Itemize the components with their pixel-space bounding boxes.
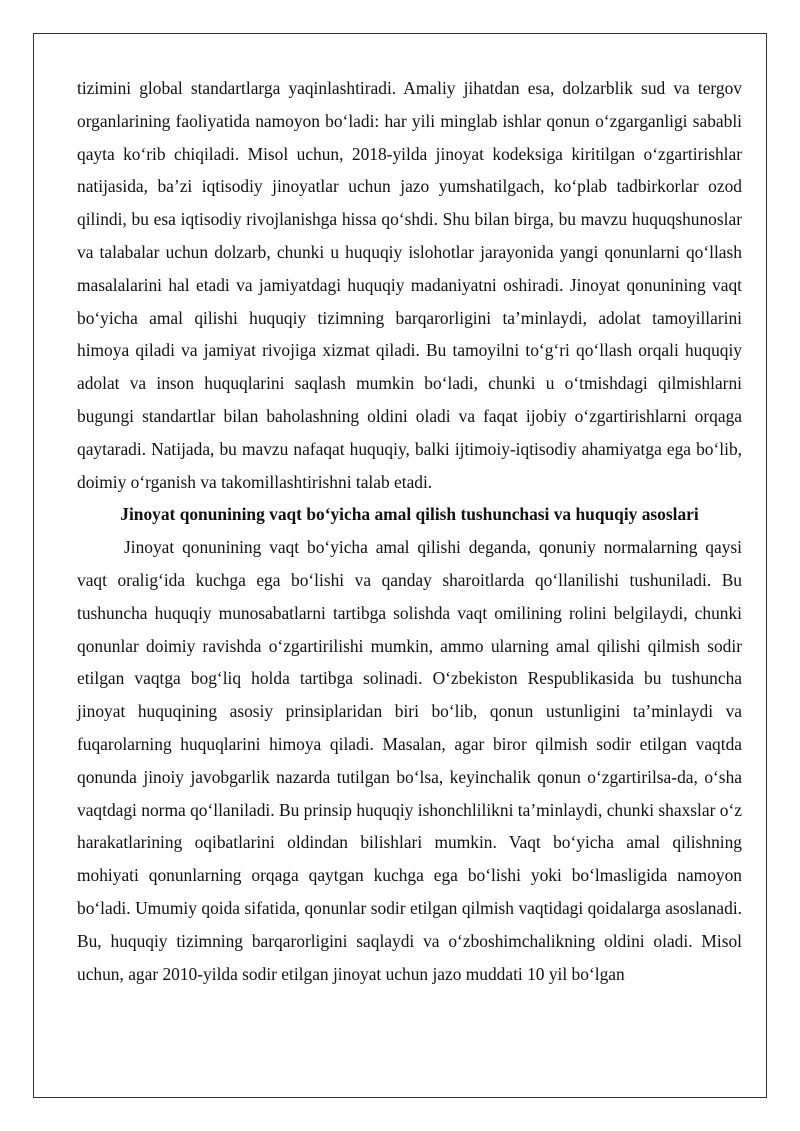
paragraph-intro-continuation: tizimini global standartlarga yaqinlashtiradi. Amaliy jihatdan esa, dolzarblik sud va tergov organlarining faoliyatida namoyon bo‘ladi: har yili minglab ishlar qonun o‘zgarganligi sababli qayta ko‘rib chiqiladi. Misol uchun, 2018-yilda jinoyat kodeksiga kiritilgan o‘zgartirishlar natijasida, ba’zi iqtisodiy jinoyatlar uchun jazo yumshatilgach, ko‘plab tadbirkorlar ozod qilindi, bu esa iqtisodiy rivojlanishga hissa qo‘shdi. Shu bilan birga, bu mavzu huquqshunoslar va talabalar uchun dolzarb, chunki u huquqiy islohotlar jarayonida yangi qonunlarni qo‘llash masalalarini hal etadi va jamiyatdagi huquqiy madaniyatni oshiradi. Jinoyat qonunining vaqt bo‘yicha amal qilishi huquqiy tizimning barqarorligini ta’minlaydi, adolat tamoyillarini himoya qiladi va jamiyat rivojiga xizmat qiladi. Bu tamoyilni to‘g‘ri qo‘llash orqali huquqiy adolat va inson huquqlarini saqlash mumkin bo‘ladi, chunki u o‘tmishdagi qilmishlarni bugungi standartlar bilan baholashning oldini oladi va faqat ijobiy o‘zgartirishlarni orqaga qaytaradi. Natijada, bu mavzu nafaqat huquqiy, balki ijtimoiy-iqtisodiy ahamiyatga ega bo‘lib, doimiy o‘rganish va takomillashtirishni talab etadi. <box>77 78 742 492</box>
section-heading: Jinoyat qonunining vaqt bo‘yicha amal qilish tushunchasi va huquqiy asoslari <box>120 504 699 525</box>
document-body <box>77 72 742 990</box>
paragraph-definition: Jinoyat qonunining vaqt bo‘yicha amal qilishi deganda, qonuniy normalarning qaysi vaqt oralig‘ida kuchga ega bo‘lishi va qanday sharoitlarda qo‘llanilishi tushuniladi. Bu tushuncha huquqiy munosabatlarni tartibga solishda vaqt omilining rolini belgilaydi, chunki qonunlar doimiy ravishda o‘zgartirilishi mumkin, ammo ularning amal qilishi qilmish sodir etilgan vaqtga bog‘liq holda tartibga solinadi. O‘zbekiston Respublikasida bu tushuncha jinoyat huquqining asosiy prinsiplaridan biri bo‘lib, qonun ustunligini ta’minlaydi va fuqarolarning huquqlarini himoya qiladi. Masalan, agar biror qilmish sodir etilgan vaqtda qonunda jinoiy javobgarlik nazarda tutilgan bo‘lsa, keyinchalik qonun o‘zgartirilsa-da, o‘sha vaqtdagi norma qo‘llaniladi. Bu prinsip huquqiy ishonchlilikni ta’minlaydi, chunki shaxslar o‘z harakatlarining oqibatlarini oldindan bilishlari mumkin. Vaqt bo‘yicha amal qilishning mohiyati qonunlarning orqaga qaytgan kuchga ega bo‘lishi yoki bo‘lmasligida namoyon bo‘ladi. Umumiy qoida sifatida, qonunlar sodir etilgan qilmish vaqtidagi qoidalarga asoslanadi. Bu, huquqiy tizimning barqarorligini saqlaydi va o‘zboshimchalikning oldini oladi. Misol uchun, agar 2010-yilda sodir etilgan jinoyat uchun jazo muddati 10 yil bo‘lgan <box>77 537 742 984</box>
